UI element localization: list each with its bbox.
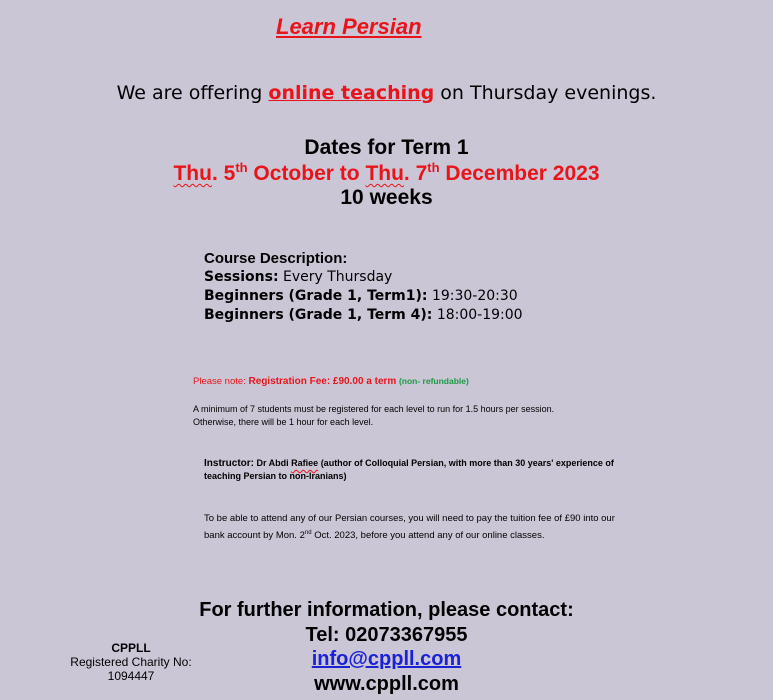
offer-prefix: We are offering [116,82,269,104]
tuition-text-1: To be able to attend any of our Persian courses, you will need to pay the tuition fee of £90 into our bank account by Mon. 2 [204,513,615,542]
end-date-suffix: th [427,160,440,175]
tuition-text-2: Oct. 2023, before you attend any of our online classes. [311,530,545,542]
weeks-count: 10 weeks [340,186,433,209]
registration-fee [193,376,469,387]
contact-website[interactable]: www.cppll.com [314,672,459,695]
end-month: December 2023 [439,162,600,185]
contact-phone: Tel: 02073367955 [305,623,468,646]
beginners-term1-time: 19:30-20:30 [427,288,518,304]
end-date: . 7 [403,162,428,185]
instructor-text-2: (author of Colloquial Persian, with more than 30 years' experience of teaching Persian to non-Iranians) [204,458,614,481]
start-date-suffix: th [235,160,248,175]
charity-label: Registered Charity No: [70,655,192,669]
minimum-line-1: A minimum of 7 students must be registered for each level to run for 1.5 hours per session. [193,404,555,414]
contact-heading: For further information, please contact: [199,599,574,621]
dates-heading: Dates for Term 1 [304,136,469,159]
instructor-surname: Rafiee [291,458,319,468]
instructor-label: Instructor: [204,458,254,469]
beginners-term1-row [204,287,523,306]
non-refundable-note: (non- refundable) [398,376,469,386]
course-description [204,250,523,325]
tuition-date-suffix: nd [304,530,312,536]
sessions-value: Every Thursday [278,269,393,285]
start-month: October to [247,162,366,185]
beginners-term1-label: Beginners (Grade 1, Term1): [204,288,428,304]
charity-name: CPPLL [111,641,151,655]
start-day: Thu [173,162,212,185]
charity-info [55,641,207,683]
sessions-label: Sessions: [204,269,279,285]
beginners-term4-time: 18:00-19:00 [432,307,523,323]
minimum-students-note [193,403,623,429]
page-title: Learn Persian [276,14,422,39]
minimum-line-2: Otherwise, there will be 1 hour for each level. [193,417,374,427]
beginners-term4-label: Beginners (Grade 1, Term 4): [204,307,433,323]
tuition-note [204,511,624,543]
offer-suffix: on Thursday evenings. [434,82,657,104]
start-date: . 5 [211,162,236,185]
offer-line [0,82,773,104]
instructor-text-1: Dr Abdi [254,458,292,468]
instructor-info [204,457,634,483]
contact-email-link[interactable]: info@cppll.com [311,648,462,670]
charity-number: 1094447 [107,669,155,683]
end-day: Thu [365,162,404,185]
fee-note-label: Please note: [193,376,246,387]
term-dates [0,160,773,186]
online-teaching-link[interactable]: online teaching [268,82,435,104]
fee-amount: Registration Fee: £90.00 a term [248,376,397,387]
beginners-term4-row [204,306,523,325]
sessions-row [204,268,523,287]
course-heading: Course Description: [204,250,348,267]
